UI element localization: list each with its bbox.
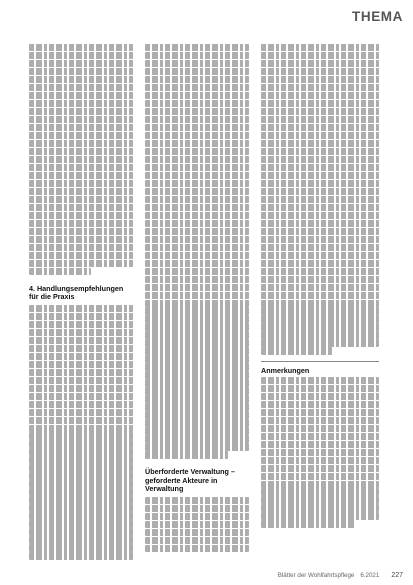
text-line <box>261 449 379 456</box>
text-line <box>29 108 133 115</box>
text-line <box>145 363 249 370</box>
text-line <box>29 172 133 179</box>
text-line <box>29 84 133 91</box>
text-line <box>29 76 133 83</box>
text-line <box>29 244 133 251</box>
text-line <box>261 433 379 440</box>
text-line <box>145 292 249 299</box>
text-line <box>261 188 379 195</box>
text-line <box>29 52 133 59</box>
text-line <box>29 124 133 131</box>
text-line <box>145 84 249 91</box>
text-line <box>145 100 249 107</box>
text-line <box>261 465 379 472</box>
text-line <box>145 387 249 394</box>
text-line <box>29 401 133 408</box>
text-line <box>261 284 379 291</box>
text-line <box>29 369 133 376</box>
text-line <box>261 52 379 59</box>
text-line <box>29 204 133 211</box>
text-line <box>261 140 379 147</box>
text-line <box>29 464 133 471</box>
text-line <box>145 395 249 402</box>
text-line <box>29 196 133 203</box>
text-line <box>261 377 379 384</box>
text-line <box>29 496 133 503</box>
text-line <box>29 92 133 99</box>
journal-name: Blätter der Wohlfahrtspflege <box>277 572 355 579</box>
text-line <box>261 124 379 131</box>
text-line <box>145 196 249 203</box>
text-line <box>145 276 249 283</box>
text-line <box>29 116 133 123</box>
text-line <box>261 307 379 314</box>
text-line <box>145 220 249 227</box>
text-line <box>29 345 133 352</box>
text-line <box>261 473 379 480</box>
text-line <box>145 307 249 314</box>
text-line <box>145 371 249 378</box>
text-line <box>261 347 332 354</box>
text-line <box>145 379 249 386</box>
text-line <box>145 451 228 458</box>
text-line <box>29 544 133 551</box>
text-column-1 <box>29 44 133 560</box>
text-line <box>145 331 249 338</box>
text-line <box>261 339 379 346</box>
text-line <box>145 403 249 410</box>
text-line <box>29 236 133 243</box>
text-line <box>261 331 379 338</box>
text-line <box>145 44 249 51</box>
text-line <box>29 552 133 559</box>
text-line <box>145 204 249 211</box>
text-line <box>145 108 249 115</box>
issue-number: 6.2021 <box>360 572 380 579</box>
text-line <box>29 528 133 535</box>
text-line <box>145 68 249 75</box>
text-line <box>29 337 133 344</box>
text-line <box>261 236 379 243</box>
section-heading: 4. Handlungsempfehlungen für die Praxis <box>29 283 124 302</box>
text-line <box>261 196 379 203</box>
text-line <box>261 60 379 67</box>
text-line <box>29 260 133 267</box>
text-line <box>261 164 379 171</box>
text-line <box>261 481 379 488</box>
text-line <box>261 276 379 283</box>
text-line <box>145 260 249 267</box>
text-line <box>145 140 249 147</box>
text-line <box>29 480 133 487</box>
text-line <box>261 172 379 179</box>
text-line <box>261 132 379 139</box>
text-line <box>261 116 379 123</box>
text-line <box>261 180 379 187</box>
text-line <box>261 228 379 235</box>
text-line <box>261 252 379 259</box>
text-line <box>261 76 379 83</box>
text-line <box>145 236 249 243</box>
text-line <box>145 513 249 520</box>
text-line <box>29 305 133 312</box>
text-line <box>261 385 379 392</box>
text-line <box>145 284 249 291</box>
text-line <box>145 419 249 426</box>
text-line <box>261 300 379 307</box>
text-line <box>261 488 379 495</box>
text-line <box>145 443 249 450</box>
text-line <box>29 377 133 384</box>
text-column-3 <box>261 44 379 528</box>
text-line <box>145 537 249 544</box>
text-line <box>261 100 379 107</box>
text-line <box>29 353 133 360</box>
text-line <box>261 401 379 408</box>
text-line <box>261 409 379 416</box>
text-line <box>261 260 379 267</box>
text-line <box>29 393 133 400</box>
text-line <box>29 313 133 320</box>
text-line <box>145 228 249 235</box>
text-line <box>261 92 379 99</box>
text-line <box>29 329 133 336</box>
text-line <box>261 84 379 91</box>
text-line <box>145 252 249 259</box>
text-line <box>29 456 133 463</box>
section-label: THEMA <box>352 9 403 24</box>
text-line <box>29 432 133 439</box>
text-line <box>29 228 133 235</box>
text-line <box>145 212 249 219</box>
text-line <box>29 504 133 511</box>
text-line <box>261 156 379 163</box>
text-line <box>145 300 249 307</box>
text-line <box>29 536 133 543</box>
text-line <box>29 417 133 424</box>
text-line <box>145 76 249 83</box>
text-line <box>145 435 249 442</box>
text-line <box>29 409 133 416</box>
text-line <box>261 244 379 251</box>
text-line <box>261 204 379 211</box>
text-line <box>145 347 249 354</box>
text-line <box>261 393 379 400</box>
text-line <box>145 244 249 251</box>
text-line <box>261 441 379 448</box>
text-line <box>261 148 379 155</box>
text-line <box>29 212 133 219</box>
text-line <box>29 472 133 479</box>
text-line <box>29 268 91 275</box>
text-line <box>29 488 133 495</box>
text-line <box>261 417 379 424</box>
page-footer <box>240 572 403 579</box>
text-line <box>29 148 133 155</box>
text-line <box>145 180 249 187</box>
text-line <box>29 44 133 51</box>
text-line <box>29 321 133 328</box>
text-line <box>261 425 379 432</box>
text-line <box>145 355 249 362</box>
text-line <box>145 116 249 123</box>
text-line <box>29 164 133 171</box>
text-line <box>29 156 133 163</box>
text-line <box>145 427 249 434</box>
text-line <box>29 100 133 107</box>
text-line <box>261 292 379 299</box>
text-column-2 <box>145 44 249 553</box>
text-line <box>145 156 249 163</box>
text-line <box>261 504 379 511</box>
divider <box>261 361 379 362</box>
text-line <box>145 172 249 179</box>
text-line <box>145 497 249 504</box>
text-line <box>145 339 249 346</box>
section-heading: Überforderte Verwaltung – geforderte Akteure in Verwaltung <box>145 467 235 494</box>
text-line <box>145 529 249 536</box>
text-line <box>145 545 249 552</box>
text-line <box>29 180 133 187</box>
text-line <box>29 188 133 195</box>
text-line <box>145 52 249 59</box>
text-line <box>145 505 249 512</box>
text-line <box>261 457 379 464</box>
text-line <box>145 92 249 99</box>
text-line <box>261 268 379 275</box>
text-line <box>261 108 379 115</box>
text-line <box>29 60 133 67</box>
text-line <box>145 411 249 418</box>
text-line <box>261 212 379 219</box>
page-number: 227 <box>391 572 403 579</box>
text-line <box>145 268 249 275</box>
text-line <box>261 512 379 519</box>
text-line <box>145 323 249 330</box>
text-line <box>261 68 379 75</box>
text-line <box>145 60 249 67</box>
text-line <box>29 512 133 519</box>
text-line <box>29 68 133 75</box>
text-line <box>29 361 133 368</box>
text-line <box>261 220 379 227</box>
text-line <box>145 521 249 528</box>
text-line <box>145 315 249 322</box>
text-line <box>29 425 133 432</box>
text-line <box>29 220 133 227</box>
text-line <box>261 520 355 527</box>
text-line <box>29 252 133 259</box>
text-line <box>145 188 249 195</box>
text-line <box>29 440 133 447</box>
text-line <box>145 164 249 171</box>
text-line <box>29 448 133 455</box>
text-line <box>261 323 379 330</box>
text-line <box>261 315 379 322</box>
text-line <box>29 520 133 527</box>
text-line <box>261 44 379 51</box>
text-line <box>261 496 379 503</box>
text-line <box>145 124 249 131</box>
notes-heading: Anmerkungen <box>261 365 310 375</box>
text-line <box>29 385 133 392</box>
text-line <box>145 132 249 139</box>
text-line <box>29 140 133 147</box>
text-line <box>145 148 249 155</box>
text-line <box>29 132 133 139</box>
